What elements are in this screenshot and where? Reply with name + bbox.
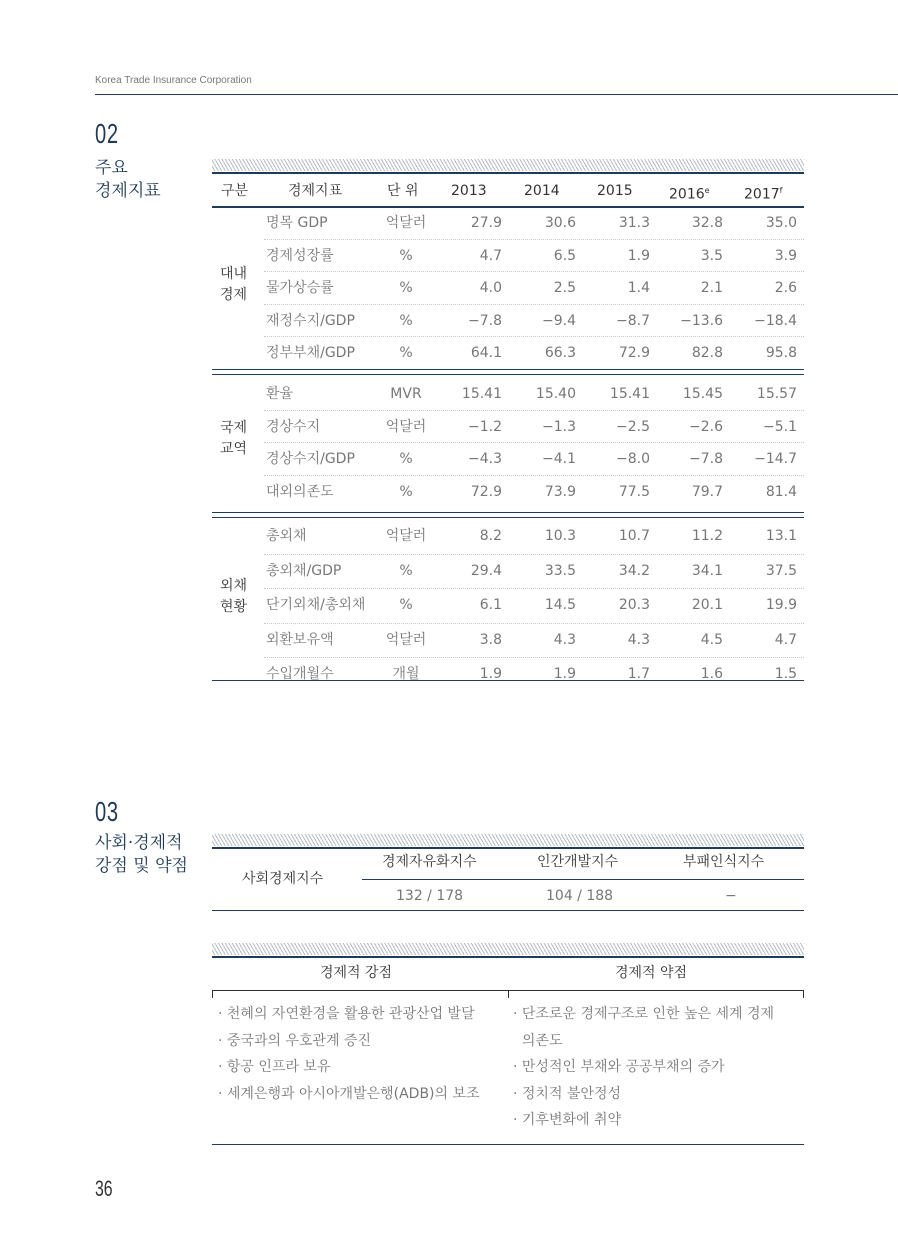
sw-table-top-rule (212, 956, 804, 958)
value-cell: −2.6 (689, 418, 723, 435)
group-divider (212, 517, 804, 518)
value-cell: −7.8 (689, 451, 723, 467)
section-title: 사회·경제적 강점 및 약점 (95, 833, 188, 876)
value-cell: 2.5 (553, 280, 576, 296)
indicator-cell: 경상수지 (266, 418, 321, 435)
index-header: 부패인식지수 (683, 854, 765, 870)
value-cell: −9.4 (542, 312, 576, 329)
group-label: 외채 현황 (220, 578, 248, 615)
indicator-cell: 총외채 (266, 528, 307, 544)
value-cell: 31.3 (618, 215, 650, 231)
header-unit: 단 위 (387, 183, 419, 199)
unit-cell: MVR (390, 386, 422, 402)
value-cell: −14.7 (754, 451, 797, 467)
value-cell: 29.4 (470, 562, 502, 579)
header-year (597, 182, 633, 200)
indicator-cell: 경상수지/GDP (266, 451, 355, 467)
header-year-label: 2016 (669, 186, 705, 203)
value-cell: 1.9 (627, 247, 650, 264)
indicator-cell: 재정수지/GDP (266, 312, 355, 329)
indicator-cell: 물가상승률 (266, 280, 334, 296)
weakness-header: 경제적 약점 (615, 965, 688, 981)
value-cell: 3.5 (700, 247, 723, 264)
value-cell: 20.1 (691, 597, 723, 613)
sw-table-bottom-rule (212, 1144, 804, 1145)
header-year-note: e (704, 186, 710, 195)
row-divider (264, 336, 804, 337)
header-year (524, 182, 560, 200)
value-cell: −4.3 (468, 451, 502, 467)
value-cell: 20.3 (618, 597, 650, 613)
value-cell: 77.5 (618, 483, 650, 500)
unit-cell: 억달러 (385, 528, 427, 544)
index-table-top-rule (212, 847, 804, 849)
unit-cell: % (399, 280, 413, 296)
indicator-cell: 경제성장률 (266, 247, 334, 264)
unit-cell: 억달러 (385, 215, 427, 231)
weakness-item: · 단조로운 경제구조로 인한 높은 세계 경제 (513, 1006, 775, 1022)
indicator-cell: 외환보유액 (266, 631, 334, 648)
value-cell: −13.6 (680, 312, 723, 329)
page-number: 36 (95, 1176, 113, 1201)
value-cell: 6.1 (479, 597, 502, 613)
header-year (669, 182, 710, 204)
value-cell: 4.3 (627, 631, 650, 648)
value-cell: −1.2 (468, 418, 502, 435)
value-cell: 10.7 (618, 528, 650, 544)
unit-cell: % (399, 345, 413, 361)
unit-cell: 억달러 (385, 631, 427, 648)
value-cell: 72.9 (618, 345, 650, 361)
value-cell: 27.9 (470, 215, 502, 231)
unit-cell: 억달러 (385, 418, 427, 435)
value-cell: 15.41 (609, 386, 650, 402)
value-cell: −8.7 (616, 312, 650, 329)
value-cell: 10.3 (544, 528, 576, 544)
value-cell: 14.5 (544, 597, 576, 613)
row-divider (264, 623, 804, 624)
group-divider (212, 512, 804, 513)
value-cell: 3.8 (479, 631, 502, 648)
table-bottom-rule (212, 680, 804, 681)
strength-item: · 천혜의 자연환경을 활용한 관광산업 발달 (218, 1006, 475, 1022)
value-cell: −4.1 (542, 451, 576, 467)
header-org-name: Korea Trade Insurance Corporation (95, 75, 252, 86)
value-cell: 72.9 (470, 483, 502, 500)
unit-cell: % (399, 483, 413, 500)
value-cell: −7.8 (468, 312, 502, 329)
header-year-label: 2015 (597, 183, 633, 199)
value-cell: 1.9 (553, 666, 576, 682)
row-divider (264, 239, 804, 240)
indicator-cell: 환율 (266, 386, 294, 402)
value-cell: 73.9 (544, 483, 576, 500)
value-cell: 1.5 (774, 666, 797, 682)
indicator-cell: 명목 GDP (266, 215, 328, 231)
section-number: 03 (95, 796, 119, 827)
value-cell: 4.5 (700, 631, 723, 648)
value-cell: 33.5 (544, 562, 576, 579)
header-rule (95, 94, 898, 95)
weakness-item: · 정치적 불안정성 (513, 1085, 622, 1102)
section-title: 주요 경제지표 (95, 158, 161, 201)
value-cell: 4.7 (774, 631, 797, 648)
indicator-cell: 총외채/GDP (266, 562, 342, 579)
value-cell: 11.2 (691, 528, 723, 544)
index-value: 132 / 178 (396, 888, 464, 904)
unit-cell: % (399, 247, 413, 264)
value-cell: 82.8 (691, 345, 723, 361)
index-table-bottom-rule (212, 910, 804, 911)
unit-cell: % (399, 562, 413, 579)
bracket-tick (803, 990, 804, 998)
value-cell: −2.5 (616, 418, 650, 435)
value-cell: 6.5 (553, 247, 576, 264)
row-divider (264, 304, 804, 305)
bracket-tick (508, 990, 509, 998)
row-divider (264, 657, 804, 658)
row-divider (264, 410, 804, 411)
strength-header: 경제적 강점 (320, 965, 393, 981)
sw-table-hatch-band (212, 943, 804, 955)
value-cell: 2.6 (774, 280, 797, 296)
value-cell: 19.9 (765, 597, 797, 613)
value-cell: 64.1 (470, 345, 502, 361)
value-cell: 34.2 (618, 562, 650, 579)
table-hatch-band (212, 159, 804, 171)
value-cell: 15.41 (461, 386, 502, 402)
group-label: 국제 교역 (220, 420, 248, 457)
value-cell: 2.1 (700, 280, 723, 296)
weakness-item: 의존도 (513, 1032, 563, 1049)
header-year (451, 182, 487, 200)
row-divider (264, 554, 804, 555)
unit-cell: % (399, 451, 413, 467)
value-cell: −5.1 (763, 418, 797, 435)
index-value: − (725, 888, 737, 904)
value-cell: 15.45 (682, 386, 723, 402)
row-divider (264, 442, 804, 443)
index-value: 104 / 188 (546, 888, 614, 904)
value-cell: 13.1 (765, 528, 797, 544)
unit-cell: % (399, 597, 413, 613)
unit-cell: 개월 (392, 666, 420, 682)
header-year (744, 182, 782, 204)
group-divider (212, 369, 804, 370)
value-cell: 35.0 (765, 215, 797, 231)
value-cell: 66.3 (544, 345, 576, 361)
value-cell: 4.7 (479, 247, 502, 264)
value-cell: 1.7 (627, 666, 650, 682)
value-cell: 4.0 (479, 280, 502, 296)
value-cell: 15.57 (756, 386, 797, 402)
value-cell: 8.2 (479, 528, 502, 544)
value-cell: 81.4 (765, 483, 797, 500)
value-cell: 15.40 (535, 386, 576, 402)
value-cell: −8.0 (616, 451, 650, 467)
index-header: 경제자유화지수 (382, 854, 477, 870)
table-header-rule (212, 206, 804, 208)
row-divider (264, 588, 804, 589)
value-cell: 79.7 (691, 483, 723, 500)
value-cell: 1.6 (700, 666, 723, 682)
indicator-cell: 수입개월수 (266, 666, 334, 682)
group-divider (212, 374, 804, 375)
row-divider (264, 271, 804, 272)
strength-item: · 중국과의 우호관계 증진 (218, 1032, 372, 1049)
header-category: 구분 (221, 183, 249, 199)
header-year-note: f (779, 186, 783, 195)
index-row-label: 사회경제지수 (242, 871, 324, 887)
value-cell: 1.9 (479, 666, 502, 682)
value-cell: 30.6 (544, 215, 576, 231)
section-number: 02 (95, 118, 119, 149)
weakness-item: · 만성적인 부채와 공공부채의 증가 (513, 1059, 725, 1075)
indicator-cell: 단기외채/총외채 (266, 597, 366, 613)
table-top-rule (212, 172, 804, 174)
indicator-cell: 정부부채/GDP (266, 345, 355, 361)
value-cell: −1.3 (542, 418, 576, 435)
value-cell: 37.5 (765, 562, 797, 579)
header-year-label: 2013 (451, 183, 487, 199)
header-year-label: 2014 (524, 183, 560, 199)
index-header: 인간개발지수 (537, 854, 619, 870)
value-cell: −18.4 (754, 312, 797, 329)
bracket-tick (212, 990, 213, 998)
strength-item: · 항공 인프라 보유 (218, 1059, 331, 1075)
header-indicator: 경제지표 (288, 183, 343, 199)
value-cell: 4.3 (553, 631, 576, 648)
index-table-hatch-band (212, 834, 804, 846)
value-cell: 3.9 (774, 247, 797, 264)
value-cell: 32.8 (691, 215, 723, 231)
row-divider (264, 475, 804, 476)
value-cell: 34.1 (691, 562, 723, 579)
unit-cell: % (399, 312, 413, 329)
value-cell: 95.8 (765, 345, 797, 361)
value-cell: 1.4 (627, 280, 650, 296)
indicator-cell: 대외의존도 (266, 483, 334, 500)
group-label: 대내 경제 (220, 266, 248, 303)
index-header-rule (362, 879, 804, 880)
header-year-label: 2017 (744, 186, 780, 203)
weakness-item: · 기후변화에 취약 (513, 1112, 622, 1128)
strength-item: · 세계은행과 아시아개발은행(ADB)의 보조 (218, 1085, 480, 1102)
